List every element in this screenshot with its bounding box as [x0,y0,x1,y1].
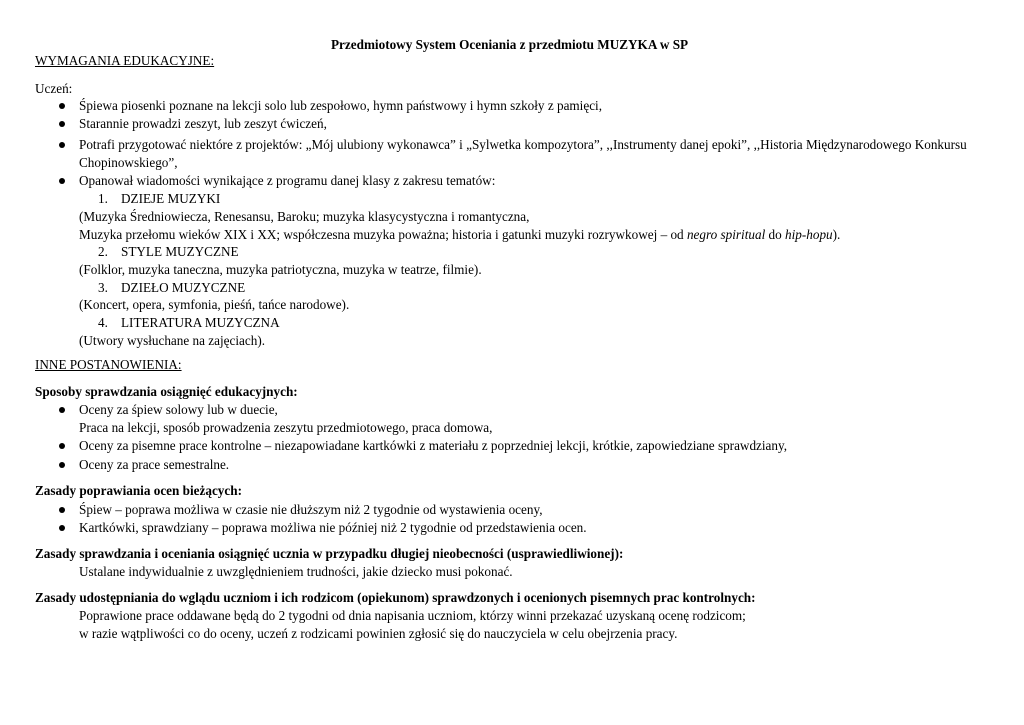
topic-detail: (Utwory wysłuchane na zajęciach). [79,333,266,348]
bullet-icon [59,525,65,531]
subsection-heading: Zasady sprawdzania i oceniania osiągnięć ucznia w przypadku długiej nieobecności (usprawiedliwionej): [35,546,624,561]
list-item: Oceny za śpiew solowy lub w duecie, [79,402,278,417]
topic-name: LITERATURA MUZYCZNA [121,315,280,330]
list-item: Oceny za prace semestralne. [79,457,230,472]
list-item: Śpiew – poprawa możliwa w czasie nie dłuższym niż 2 tygodnie od wystawienia oceny, [79,502,543,517]
list-item: Opanował wiadomości wynikające z programu danej klasy z zakresu tematów: [79,173,496,188]
paragraph-text: Ustalane indywidualnie z uwzględnieniem trudności, jakie dziecko musi pokonać. [79,564,513,579]
list-item: Śpiewa piosenki poznane na lekcji solo lub zespołowo, hymn państwowy i hymn szkoły z pamięci, [79,98,603,113]
topic-name: DZIEŁO MUZYCZNE [121,280,246,295]
section-heading-requirements: WYMAGANIA EDUKACYJNE: [35,53,215,68]
bullet-icon [59,507,65,513]
bullet-icon [59,407,65,413]
list-item: Kartkówki, sprawdziany – poprawa możliwa nie później niż 2 tygodnie od przedstawienia ocen. [79,520,587,535]
paragraph-text: w razie wątpliwości co do oceny, uczeń z rodzicami powinien zgłosić się do nauczyciela w celu obejrzenia pracy. [79,626,678,641]
list-item: Starannie prowadzi zeszyt, lub zeszyt ćwiczeń, [79,116,327,131]
page-title: Przedmiotowy System Oceniania z przedmiotu MUZYKA w SP [331,37,689,52]
topic-name: DZIEJE MUZYKI [121,191,221,206]
topic-detail: (Koncert, opera, symfonia, pieśń, tańce narodowe). [79,297,350,312]
topic-number: 1. [98,191,108,206]
list-item: Potrafi przygotować niektóre z projektów: „Mój ulubiony wykonawca” i „Sylwetka kompozytora”, ,,Instrumenty danej epoki”, ,,Historia Międzynarodowego Konkursu [79,137,967,152]
topic-name: STYLE MUZYCZNE [121,244,239,259]
bullet-icon [59,443,65,449]
subsection-heading: Sposoby sprawdzania osiągnięć edukacyjnych: [35,384,298,399]
list-item-continuation: Chopinowskiego”, [79,155,178,170]
topic-number: 2. [98,244,108,259]
intro-text: Uczeń: [35,81,73,96]
bullet-icon [59,142,65,148]
section-heading-other: INNE POSTANOWIENIA: [35,357,182,372]
bullet-icon [59,462,65,468]
bullet-icon [59,178,65,184]
list-item: Oceny za pisemne prace kontrolne – niezapowiadane kartkówki z materiału z poprzedniej lekcji, krótkie, zapowiedziane sprawdziany, [79,438,788,453]
topic-detail: (Muzyka Średniowiecza, Renesansu, Baroku; muzyka klasycystyczna i romantyczna, [79,209,530,224]
list-item-continuation: Praca na lekcji, sposób prowadzenia zeszytu przedmiotowego, praca domowa, [79,420,493,435]
subsection-heading: Zasady poprawiania ocen bieżących: [35,483,242,498]
topic-number: 4. [98,315,108,330]
bullet-icon [59,121,65,127]
subsection-heading: Zasady udostępniania do wglądu uczniom i ich rodzicom (opiekunom) sprawdzonych i ocenionych pisemnych prac kontrolnych: [35,590,756,605]
topic-detail: (Folklor, muzyka taneczna, muzyka patriotyczna, muzyka w teatrze, filmie). [79,262,482,277]
paragraph-text: Poprawione prace oddawane będą do 2 tygodni od dnia napisania uczniom, którzy winni przekazać uzyskaną ocenę rodzicom; [79,608,746,623]
bullet-icon [59,103,65,109]
topic-number: 3. [98,280,108,295]
topic-detail: Muzyka przełomu wieków XIX i XX; współczesna muzyka poważna; historia i gatunki muzyki rozrywkowej – od negro spiritual do hip-hopu). [79,227,841,242]
